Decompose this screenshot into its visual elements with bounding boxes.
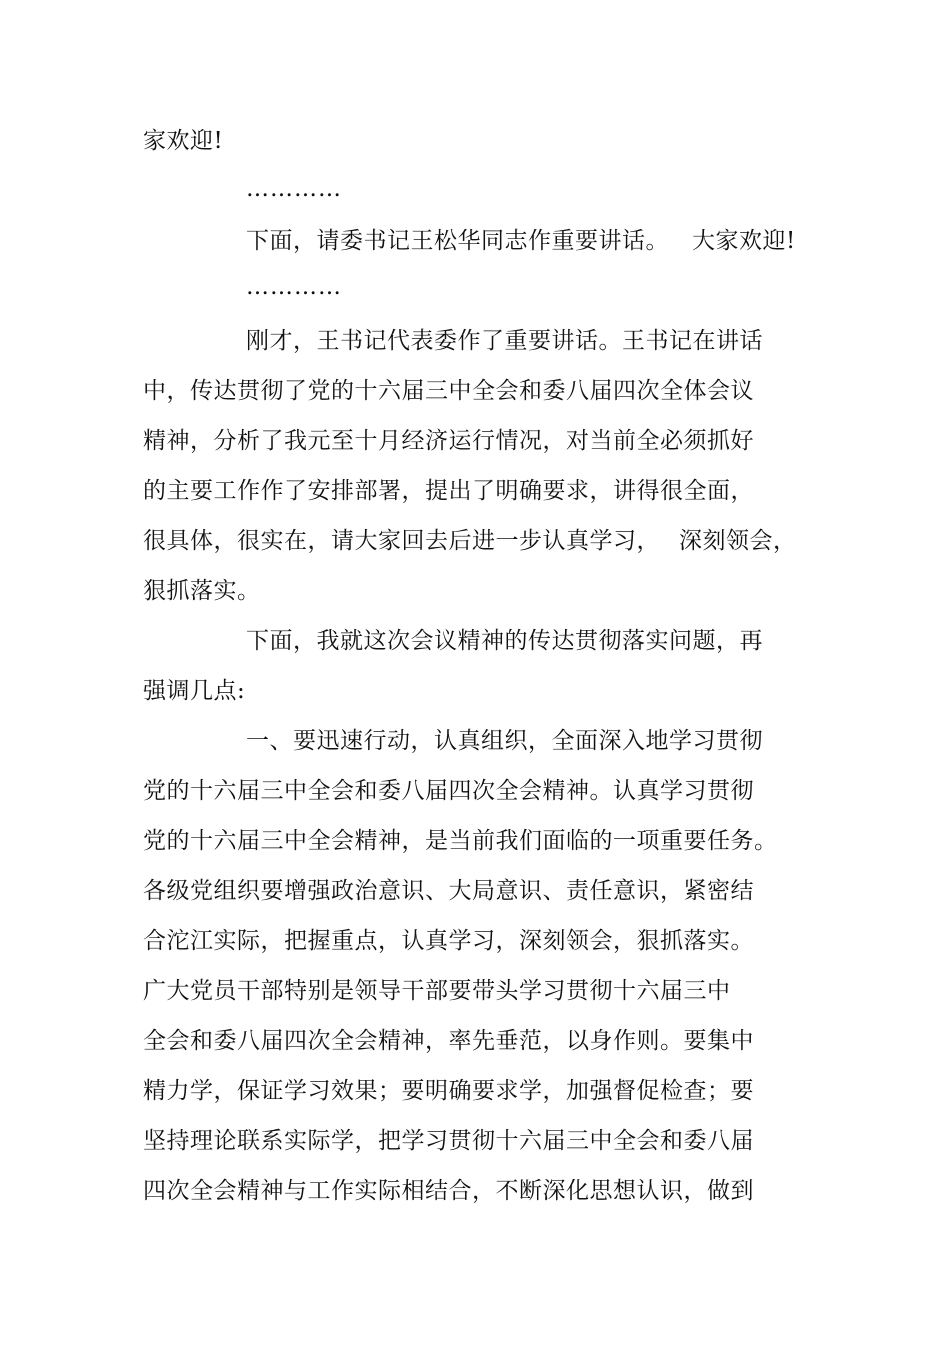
text-line: 刚才，王书记代表委作了重要讲话。王书记在讲话 — [246, 328, 763, 354]
text-line: 党的十六届三中全会和委八届四次全会精神。认真学习贯彻 — [143, 778, 754, 804]
ellipsis-line: ………… — [246, 176, 342, 202]
text-line: 很具体，很实在，请大家回去后进一步认真学习， — [143, 528, 660, 554]
text-line: 的主要工作作了安排部署，提出了明确要求，讲得很全面， — [143, 478, 754, 504]
text-line: 下面，请委书记王松华同志作重要讲话。 — [246, 228, 669, 254]
text-line: 广大党员干部特别是领导干部要带头学习贯彻十六届三中 — [143, 978, 731, 1004]
text-line: 精力学，保证学习效果；要明确要求学，加强督促检查；要 — [143, 1078, 754, 1104]
text-line: 党的十六届三中全会精神，是当前我们面临的一项重要任务。 — [143, 828, 778, 854]
text-line: 一、要迅速行动，认真组织，全面深入地学习贯彻 — [246, 728, 763, 754]
text-line: 四次全会精神与工作实际相结合，不断深化思想认识，做到 — [143, 1178, 754, 1204]
text-line: 各级党组织要增强政治意识、大局意识、责任意识，紧密结 — [143, 878, 754, 904]
text-line: 全会和委八届四次全会精神，率先垂范，以身作则。要集中 — [143, 1028, 754, 1054]
text-line: 坚持理论联系实际学，把学习贯彻十六届三中全会和委八届 — [143, 1128, 754, 1154]
text-line: 强调几点: — [143, 678, 246, 704]
text-line: 大家欢迎! — [692, 228, 796, 254]
text-line: 精神，分析了我元至十月经济运行情况，对当前全必须抓好 — [143, 428, 754, 454]
ellipsis-line: ………… — [246, 274, 342, 300]
text-line: 下面，我就这次会议精神的传达贯彻落实问题，再 — [246, 628, 763, 654]
text-line: 中，传达贯彻了党的十六届三中全会和委八届四次全体会议 — [143, 378, 754, 404]
text-line: 深刻领会， — [679, 528, 797, 554]
text-line: 家欢迎! — [143, 128, 224, 154]
text-line: 合沱江实际，把握重点，认真学习，深刻领会，狠抓落实。 — [143, 928, 754, 954]
text-line: 狠抓落实。 — [143, 578, 261, 604]
